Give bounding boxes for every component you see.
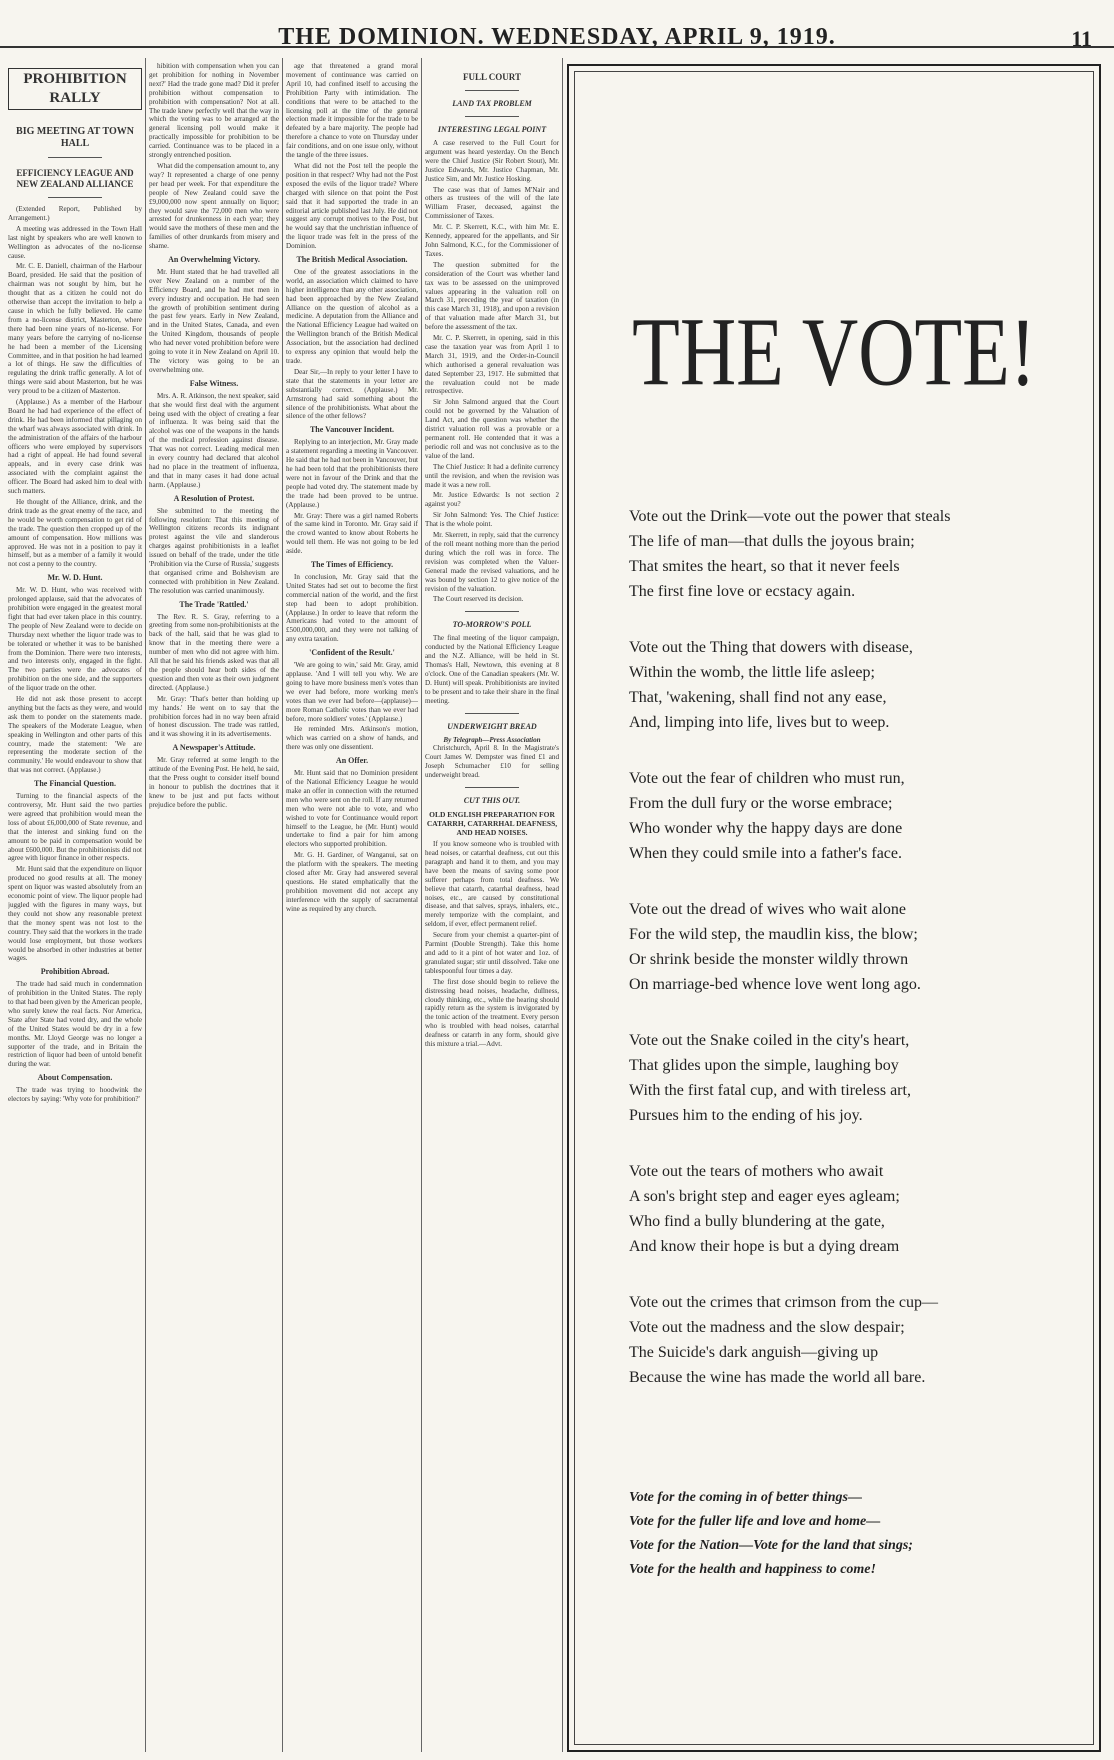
masthead [0, 0, 1114, 51]
poem-line: When they could smile into a father's face. [629, 845, 902, 862]
col1-sections [8, 574, 142, 1104]
col1-headline-wrap [8, 62, 142, 114]
column-rule [562, 58, 563, 1752]
section-subheading: The Financial Question. [33, 779, 116, 789]
section-subheading: The Trade 'Rattled.' [179, 599, 249, 609]
poem-line: And, limping into life, lives but to weep. [629, 714, 890, 731]
article-paragraph: The trade was trying to hoodwink the electors by saying: 'Why vote for prohibition?' [8, 1086, 142, 1104]
poem-line: Vote out the fear of children who must run, [629, 770, 905, 787]
poem-line: A son's bright step and eager eyes agleam; [629, 1188, 900, 1205]
col1-headline: PROHIBITION RALLY [8, 68, 142, 110]
article-paragraph: The trade had said much in condemnation of prohibition in the United States. The reply to that had been given by the American people, who surely knew the real facts. Nor America, State after State had voted dry, and the whole of the United States would be dry in a few months. Mr. Lloyd George was no longer a supporter of the trade, and in Britain the restriction of liquor had been of untold benefit during the war. [8, 980, 142, 1069]
divider [465, 611, 519, 612]
cut-out-subhead: OLD ENGLISH PREPARATION FOR CATARRH, CATARRHAL DEAFNESS, AND HEAD NOISES. [426, 810, 558, 838]
poem-line: Because the wine has made the world all bare. [629, 1369, 926, 1386]
poem-line: That, 'wakening, shall find not any ease, [629, 689, 887, 706]
col3-sections [286, 256, 418, 914]
divider [465, 713, 519, 714]
section-subheading: A Newspaper's Attitude. [172, 743, 256, 753]
article-paragraph: What did not the Post tell the people the position in that respect? Why had not the Post exposed the evils of the liquor trade? Where charged with silence on that point the Post said that it had supported the trade in an editorial article published last July. He did not suggest any corrupt motives to the Post, but he would say that the unchristian influence of the liquor trade was felt in the press of the Dominion. [286, 161, 418, 251]
section-subheading: The British Medical Association. [296, 255, 408, 265]
article-paragraph: The Chief Justice: It had a definite currency until the revision, and when the revision was made it was a new roll. [425, 462, 559, 489]
article-paragraph: The first dose should begin to relieve the distressing head noises, headache, dullness, cloudy thinking, etc., while the hearing should rapidly return as the system is invigorated by the tonic action of the treatment. Every person who is troubled with head noises, catarrhal deafness or catarrh in any form, should give this mixture a trial.—Advt. [425, 977, 559, 1049]
section-subheading: The Vancouver Incident. [309, 425, 395, 435]
advert-title: THE VOTE! [632, 297, 1036, 406]
stanza [629, 897, 1089, 997]
article-paragraph: The final meeting of the liquor campaign, conducted by the National Efficiency League and the N.Z. Alliance, will be held in St. Thomas's Hall, Newtown, this evening at 8 o'clock. One of the Canadian speakers (Mr. W. D. Hunt) will speak. Prohibitionists are invited to be present and to take their share in the final meeting. [425, 634, 559, 705]
col1-byline: (Extended Report, Published by Arrangement.) [8, 205, 142, 222]
closing-lines [629, 1486, 1089, 1582]
article-paragraph: Secure from your chemist a quarter-pint of Parmint (Double Strength). Take this home and add to it a pint of hot water and 1oz. of granulated sugar; stir until dissolved. Take one tablespoonful four times a day. [425, 931, 559, 975]
article-paragraph: hibition with compensation when you can get prohibition for nothing in November next?' Had the trade gone mad? Did it prefer prohibition without compensation to prohibition with compensation? Not at all. The trade knew perfectly well that the way in which the voting was to be arranged at the general licensing poll would make it practically impossible for prohibition to be carried. Continuance was to be placed in a strongly entrenched position. [149, 62, 279, 160]
article-paragraph: In conclusion, Mr. Gray said that the United States had set out to become the first commercial nation of the world, and the first step had been to adopt prohibition. (Applause.) In order to leave that reform the Americans had voted to the amount of £500,000,000, and they were not talking of any extra taxation. [286, 572, 418, 644]
poem-line: Or shrink beside the monster wildly thrown [629, 951, 909, 968]
page-number: 11 [1071, 26, 1092, 51]
poem-line: That glides upon the simple, laughing boy [629, 1057, 899, 1074]
divider [465, 90, 519, 91]
poem-line: Vote out the madness and the slow despair; [629, 1319, 905, 1336]
col3-body [286, 62, 418, 251]
col2-sections [149, 256, 279, 810]
poem-line: The Suicide's dark anguish—giving up [629, 1344, 879, 1361]
section-subheading: Mr. W. D. Hunt. [47, 573, 103, 583]
poem-line: Vote out the Snake coiled in the city's heart, [629, 1032, 910, 1049]
section-subheading: 'Confident of the Result.' [309, 648, 395, 658]
poem-line: From the dull fury or the worse embrace; [629, 795, 893, 812]
legal-point-subhead: INTERESTING LEGAL POINT [437, 125, 547, 134]
section-subheading: The Times of Efficiency. [310, 560, 394, 570]
closing-line: Vote for the Nation—Vote for the land that sings; [629, 1538, 913, 1553]
article-paragraph: A case reserved to the Full Court for argument was heard yesterday. On the Bench were the Chief Justice (Sir Robert Stout), Mr. Justice Edwards, Mr. Justice Chapman, Mr. Justice Sim, and Mr. Justice Hosking. [425, 139, 559, 183]
article-paragraph: Mr. Gray: 'That's better than holding up my hands.' He went on to say that the prohibition forces had in no way been afraid of honest discussion. The trade was rattled, and it was showing it in its advertisements. [149, 694, 279, 739]
article-paragraph: What did the compensation amount to, any way? It represented a charge of one penny per head per week. For that expenditure the people of New Zealand could save the £9,000,000 now spent annually on liquor; they would save the 72,000 men who were arrested for drunkenness in each year; they would save the mothers of these men and the families of other drunkards from misery and shame. [149, 161, 279, 251]
column-rule [282, 58, 283, 1752]
poem-line: On marriage-bed whence love went long ago. [629, 976, 921, 993]
bread-body [425, 744, 559, 780]
poem-line: Vote out the dread of wives who wait alone [629, 901, 906, 918]
section-subheading: Prohibition Abroad. [40, 967, 110, 977]
poll-body [425, 634, 559, 705]
bread-headline: UNDERWEIGHT BREAD [447, 721, 537, 731]
article-paragraph: Dear Sir,—In reply to your letter I have to state that the statements in your letter are substantially correct. (Applause.) Mr. Armstrong had said something about the silence of the prohibitionists. What about the silence of the other fellows? [286, 367, 418, 421]
article-paragraph: One of the greatest associations in the world, an association which claimed to have higher intelligence than any other association, had been approached by the New Zealand Alliance on the question of alcohol as a medicine. A deputation from the Alliance and the National Efficiency League had waited on the Wellington branch of the British Medical Association, but the association had declined to express any opinion that would help the trade. [286, 267, 418, 365]
article-paragraph: Sir John Salmond: Yes. The Chief Justice: That is the whole point. [425, 511, 559, 529]
stanza [629, 1290, 1089, 1390]
stanza [629, 1159, 1089, 1259]
article-paragraph: A meeting was addressed in the Town Hall last night by speakers who are well known to Wellington as advocates of the no-license cause. [8, 224, 142, 260]
closing-line: Vote for the coming in of better things— [629, 1490, 862, 1505]
col2-body [149, 62, 279, 251]
article-paragraph: The Court reserved its decision. [433, 595, 524, 604]
cut-out-headline: CUT THIS OUT. [463, 796, 521, 806]
stanza [629, 766, 1089, 866]
poem-line: Pursues him to the ending of his joy. [629, 1107, 863, 1124]
poem-line: For the wild step, the maudlin kiss, the blow; [629, 926, 918, 943]
divider [48, 197, 102, 198]
section-subheading: A Resolution of Protest. [173, 493, 255, 503]
column-rule [145, 58, 146, 1752]
section-subheading: An Overwhelming Victory. [168, 255, 260, 265]
article-paragraph: Mr. Justice Edwards: Is not section 2 against you? [425, 491, 559, 509]
poem-stanzas [629, 504, 1089, 1421]
divider [465, 116, 519, 117]
article-paragraph: The case was that of James M'Nair and others as trustees of the will of the late William Fraser, deceased, against the Commissioner of Taxes. [425, 185, 559, 221]
column-2 [149, 62, 279, 1752]
divider [465, 787, 519, 788]
article-paragraph: Turning to the financial aspects of the controversy, Mr. Hunt said the two parties were agreed that prohibition would mean the loss of about £6,000,000 of State revenue, and that the interest and sinking fund on the amount to be paid in compensation would be about £600,000. But the prohibitionists did not agree with liquor finance in other respects. [8, 792, 142, 863]
bread-byline: By Telegraph—Press Association [443, 735, 541, 744]
full-court-headline: FULL COURT [463, 72, 521, 82]
article-paragraph: Mr. Skerrett, in reply, said that the currency of the roll meant nothing more than the period during which the roll was in force. The revision was completed when the Valuer-General made the revised valuations, and he was bound by section 12 to give notice of the revision of the valuation. [425, 531, 559, 593]
article-paragraph: Sir John Salmond argued that the Court could not be governed by the Valuation of Land Act, and the question was whether the district valuation roll was a provable or a permanent roll. He contended that it was a periodic roll and was not conclusive as to the value of the land. [425, 398, 559, 460]
section-subheading: False Witness. [189, 378, 239, 388]
article-paragraph: Mr. Gray: There was a girl named Roberts of the same kind in Toronto. Mr. Gray said if the crowd wanted to know about Roberts he would tell them. He was not going to be led aside. [286, 511, 418, 556]
article-paragraph: Mr. G. H. Gardiner, of Wanganui, sat on the platform with the speakers. The meeting closed after Mr. Gray had answered several questions. He stated emphatically that the prohibition movement did not accept any interference with the supply of sacramental wine as required by any church. [286, 851, 418, 913]
article-paragraph: age that threatened a grand moral movement of continuance was carried on April 10, had confined itself to accusing the Prohibition Party with intimidation. The conditions that were to be attached to the licensing poll at the time of the general election made it impossible for the trade to be defeated by a bare majority. The people had therefore a chance to vote on Thursday under fair conditions, and on one issue only, without the tangle of the three issues. [286, 62, 418, 160]
poem-line: Who find a bully blundering at the gate, [629, 1213, 885, 1230]
article-paragraph: Mr. Hunt stated that he had travelled all over New Zealand on a number of the Efficiency Board, and he had met men in every industry and occupation. He had seen the growth of prohibition sentiment during the past few years. Early in New Zealand, and in the United States, Canada, and even the United Kingdom, thousands of people who had never voted prohibition before were going to vote it in New Zealand on April 10. The victory was going to be an overwhelming one. [149, 267, 279, 374]
article-paragraph: 'We are going to win,' said Mr. Gray, amid applause. 'And I will tell you why. We are going to have more business men's votes than we ever had before, more working men's votes than we ever had before—(applause)—more Roman Catholic votes than we ever had before, more soldiers' votes.' (Applause.) [286, 661, 418, 723]
poem-line: Vote out the Thing that dowers with disease, [629, 639, 913, 656]
stanza [629, 635, 1089, 735]
stanza [629, 1028, 1089, 1128]
article-paragraph: He did not ask those present to accept anything but the facts as they were, and would ask them to ponder on the statements made. The speakers of the Moderate League, when speaking in Wellington and other parts of this country, made the statement: 'We are representing the moderate section of the community.' He would endeavour to show that that was not correct. (Applause.) [8, 695, 142, 775]
poem-line: With the first fatal cup, and with tireless art, [629, 1082, 911, 1099]
article-paragraph: Replying to an interjection, Mr. Gray made a statement regarding a meeting in Vancouver. He said that he had not been in Vancouver, but he had been told that the prohibitionists there were not in favour of the Drink and that the people had voted dry. The statement made by the trade had been proved to be untrue. (Applause.) [286, 438, 418, 509]
col1-body [8, 225, 142, 569]
poll-headline: TO-MORROW'S POLL [452, 620, 532, 630]
column-3 [286, 62, 418, 1752]
article-paragraph: She submitted to the meeting the following resolution: That this meeting of Wellington citizens records its indignant protest against the vile and slanderous charges against prohibitionists in a leaflet issued on behalf of the trade, under the title 'Prohibition via the Curse of Russia,' suggests that organised crime and Bolshevism are connected with prohibition in New Zealand. The resolution was carried unanimously. [149, 506, 279, 595]
col1-subhead-1: BIG MEETING AT TOWN HALL [16, 126, 134, 149]
divider [48, 157, 102, 158]
poem-line: That smites the heart, so that it never feels [629, 558, 900, 575]
poem-line: The life of man—that dulls the joyous brain; [629, 533, 915, 550]
article-paragraph: Mr. Hunt said that the expenditure on liquor produced no good results at all. The money spent on liquor was wasted absolutely from an economic point of view. The liquor people had juggled with the figures in many ways, but they could not show any reasonable pretext that the money spent was not lost to the country. They said that the workers in the trade would lose employment, but those workers would be absorbed in other industries at better wages. [8, 865, 142, 963]
closing-line: Vote for the fuller life and love and home— [629, 1514, 881, 1529]
article-paragraph: The question submitted for the consideration of the Court was whether land tax was to be assessed on the unimproved values appearing in the valuation roll on March 31, preceding the year of taxation (in this case March 31, 1918), and upon a revision of that valuation made after March 31, but before the assessment of the tax. [425, 260, 559, 332]
article-paragraph: Mr. Hunt said that no Dominion president of the National Efficiency League he would make an offer in connection with the returned men who were sent on the roll. If any returned men who were not able to vote, and who wished to vote for Continuance would report himself to the League, he (Mr. Hunt) would undertake to find a pair for him among electors who supported prohibition. [286, 769, 418, 849]
poem-line: Vote out the crimes that crimson from the cup— [629, 1294, 938, 1311]
article-paragraph: Mr. C. P. Skerrett, in opening, said in this case the taxation year was from April 1 to March 31, 1919, and the Order-in-Council which authorised a general revaluation was dated September 23, 1917. He submitted that the revaluation could not be made retrospective. [425, 334, 559, 396]
article-paragraph: Mr. C. E. Daniell, chairman of the Harbour Board, presided. He said that the position of chairman was not sought by him, but he thought that as a citizen he could not do otherwise than accept the invitation to help a cause in which he fully believed. He came from a no-license district, Masterton, where there had been nine years of no-license. For many years before the carrying of no-license he had been a member of the Licensing Committee, and in that position he had learned a lot of things. He saw the difficulties of regulating the drink traffic generally. A lot of things were said about Masterton, but he was very proud to be a citizen of Masterton. [8, 262, 142, 396]
cut-out-body [425, 840, 559, 1049]
article-paragraph: The Rev. R. S. Gray, referring to a greeting from some non-prohibitionists at the back of the hall, said that he was glad to know that in the meeting there were a number of men who did not agree with him. All that he said his friends asked was that all the people should hear both sides of the question and then vote as their own judgment directed. (Applause.) [149, 612, 279, 692]
article-paragraph: Christchurch, April 8. In the Magistrate's Court James W. Dempster was fined £1 and Joseph Schumacher £10 for selling underweight bread. [425, 744, 559, 780]
poem-line: Vote out the tears of mothers who await [629, 1163, 884, 1180]
poem-line: Who wonder why the happy days are done [629, 820, 903, 837]
article-paragraph: Mrs. A. R. Atkinson, the next speaker, said that she would first deal with the argument being used with the object of creating a fear of influenza. It was being said that the alcohol was one of the weapons in the hands of the medical profession against disease. That was not correct. Leading medical men in every country had declared that alcohol had no place in the treatment of influenza, and that in many cases it had done actual harm. (Applause.) [149, 391, 279, 489]
section-subheading: An Offer. [335, 756, 369, 766]
vote-advertisement [567, 64, 1101, 1752]
poem-line: The first fine love or ecstacy again. [629, 583, 856, 600]
column-4 [425, 62, 559, 1752]
article-paragraph: He thought of the Alliance, drink, and the drink trade as the great enemy of the race, and he would be worth compensation to get rid of the trade. The question then cropped up of the amount of compensation. How millions was approved. He was not in a position to pay it himself, but as a member of a family it would not cost a penny to the country. [8, 498, 142, 569]
column-rule [421, 58, 422, 1752]
article-paragraph: He reminded Mrs. Atkinson's motion, which was carried on a show of hands, and there was only one dissentient. [286, 725, 418, 752]
full-court-body [425, 139, 559, 604]
poem-line: Within the womb, the little life asleep; [629, 664, 875, 681]
article-paragraph: If you know someone who is troubled with head noises, or catarrhal deafness, cut out this paragraph and hand it to them, and you may have been the means of saving some poor sufferer perhaps from total deafness. We believe that catarrh, catarrhal deafness, head noises, etc., are caused by constitutional disease, and that salves, sprays, inhalers, etc., merely temporize with the complaint, and seldom, if ever, effect permanent relief. [425, 840, 559, 929]
section-subheading: About Compensation. [37, 1073, 113, 1083]
stanza [629, 504, 1089, 604]
article-paragraph: (Applause.) As a member of the Harbour Board he had had experience of the effect of drink. He had been informed that pillaging on the wharf was always associated with drink. In the administration of the affairs of the harbour officers who were employed by supervisors had a right of appeal. He had found several appeals, and in every case drink was associated with the complaint against the officer. The Board had asked him to deal with such matters. [8, 398, 142, 496]
column-1 [8, 62, 142, 1752]
poem-line: Vote out the Drink—vote out the power that steals [629, 508, 951, 525]
poem-line: And know their hope is but a dying dream [629, 1238, 900, 1255]
closing-line: Vote for the health and happiness to come! [629, 1562, 876, 1577]
article-paragraph: Mr. Gray referred at some length to the attitude of the Evening Post. He held, he said, that the Press ought to consider itself bound in honour to publish the doctrines that it knew to be just and put facts without prejudice before the public. [149, 756, 279, 809]
article-paragraph: Mr. W. D. Hunt, who was received with prolonged applause, said that the advocates of prohibition were engaged in the greatest moral fight that had ever taken place in this country. The people of New Zealand were to decide on Thursday next whether the liquor trade was to be tolerated or whether it was to be banished from the Dominion. There were two interests, and two interests only, engaged in the fight. The two parties were the advocates of prohibition on the one side, and the supporters of the liquor trade on the other. [8, 586, 142, 693]
masthead-title: THE DOMINION. WEDNESDAY, APRIL 9, 1919. [278, 24, 836, 50]
land-tax-subhead: LAND TAX PROBLEM [452, 99, 532, 108]
article-paragraph: Mr. C. P. Skerrett, K.C., with him Mr. E. Kennedy, appeared for the appellants, and Sir John Salmond, K.C., for the Commissioner of Taxes. [425, 223, 559, 258]
col1-subhead-2: EFFICIENCY LEAGUE AND NEW ZEALAND ALLIANCE [16, 168, 134, 189]
